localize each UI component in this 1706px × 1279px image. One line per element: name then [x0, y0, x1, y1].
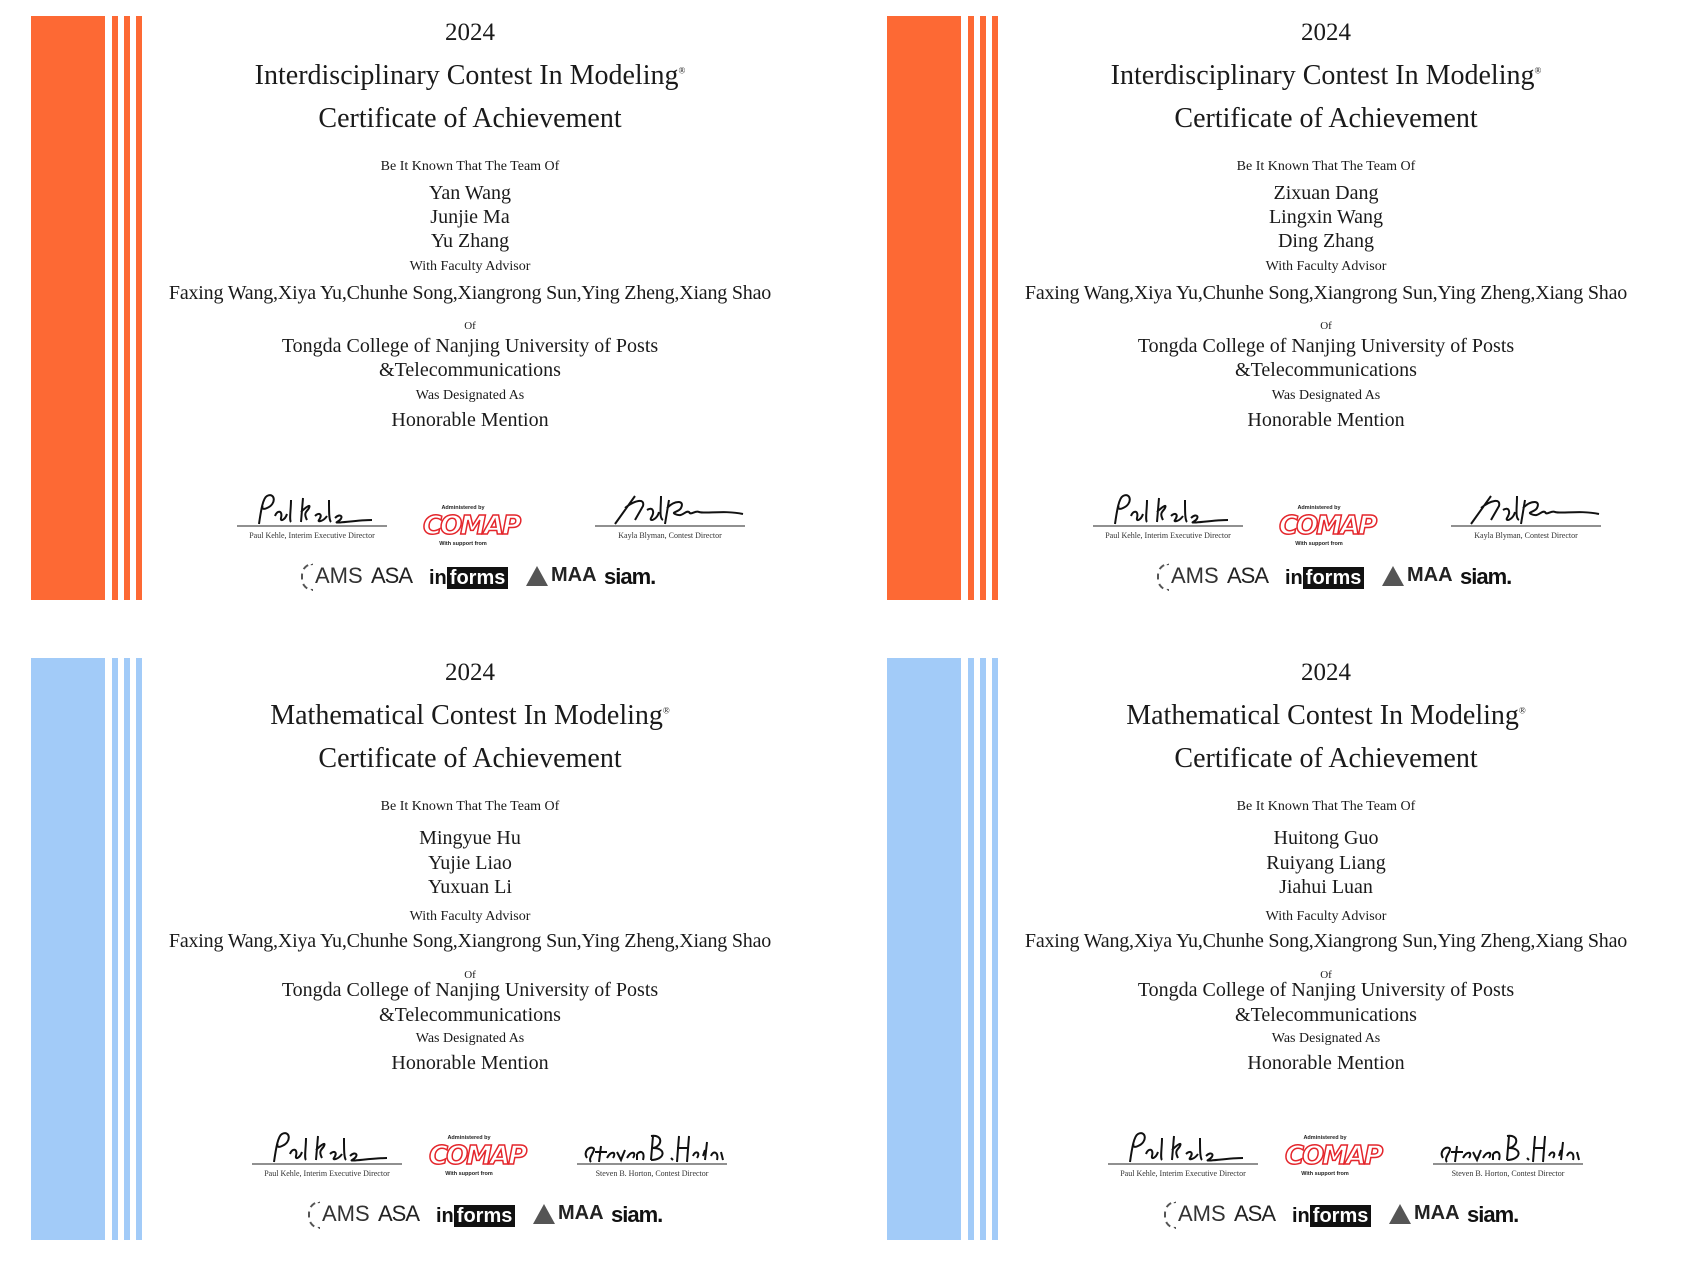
award-name: Honorable Mention	[391, 1052, 549, 1074]
designated-label: Was Designated As	[1271, 1031, 1381, 1046]
stripe-wide	[31, 658, 105, 1240]
maa-logo: MAA	[1382, 564, 1453, 587]
stripe-wide	[887, 16, 961, 600]
of-label: Of	[1320, 320, 1332, 332]
signature-right-image	[1433, 1128, 1583, 1168]
comap-logo	[429, 1135, 526, 1177]
faculty-advisors: Faxing Wang,Xiya Yu,Chunhe Song,Xiangrong Sun,Ying Zheng,Xiang Shao	[1024, 930, 1628, 952]
ams-logo: AMS	[301, 563, 363, 591]
contest-name-text: Mathematical Contest In Modeling	[270, 700, 663, 731]
signature-left-image	[1108, 1128, 1258, 1168]
team-member: Zixuan Dang	[1273, 182, 1379, 204]
faculty-label: With Faculty Advisor	[1265, 259, 1387, 274]
sponsor-logos	[301, 563, 821, 597]
stripe-thin	[124, 16, 130, 600]
signature-left	[242, 1128, 412, 1188]
signature-left-image	[237, 490, 387, 530]
comap-wordmark: COMAP	[1279, 511, 1376, 541]
team-member: Huitong Guo	[1273, 827, 1379, 849]
institution-line-1: Tongda College of Nanjing University of Posts	[1137, 979, 1515, 1001]
faculty-advisors: Faxing Wang,Xiya Yu,Chunhe Song,Xiangrong Sun,Ying Zheng,Xiang Shao	[1024, 282, 1628, 304]
administered-label: Administered by	[1297, 505, 1341, 511]
team-member: Lingxin Wang	[1268, 206, 1384, 228]
award-name: Honorable Mention	[1247, 409, 1405, 431]
stripe-wide	[31, 16, 105, 600]
asa-logo: ASA	[371, 563, 413, 588]
institution-line-2: &Telecommunications	[1235, 359, 1417, 381]
faculty-label: With Faculty Advisor	[409, 909, 531, 924]
certificate-year: 2024	[445, 659, 495, 686]
support-label: With support from	[1301, 1171, 1349, 1177]
signature-left	[1083, 490, 1253, 550]
award-name: Honorable Mention	[1247, 1052, 1405, 1074]
signature-right	[585, 490, 755, 550]
support-label: With support from	[445, 1171, 493, 1177]
maa-logo: MAA	[533, 1202, 604, 1225]
certificate	[856, 0, 1706, 600]
contest-name-text: Interdisciplinary Contest In Modeling	[254, 60, 679, 91]
designated-label: Was Designated As	[415, 388, 525, 403]
team-intro: Be It Known That The Team Of	[1236, 799, 1416, 814]
signature-left	[1098, 1128, 1268, 1188]
team-intro: Be It Known That The Team Of	[380, 799, 560, 814]
team-member: Yan Wang	[428, 182, 512, 204]
comap-wordmark: COMAP	[1285, 1141, 1382, 1171]
certificate-year: 2024	[445, 19, 495, 46]
team-member: Yu Zhang	[430, 230, 510, 252]
comap-logo	[423, 505, 520, 547]
signature-right-caption: Kayla Blyman, Contest Director	[618, 531, 722, 540]
contest-name	[140, 60, 800, 92]
stripe-wide	[887, 658, 961, 1240]
designated-label: Was Designated As	[1271, 388, 1381, 403]
registered-mark: ®	[662, 705, 670, 716]
contest-name-text: Mathematical Contest In Modeling	[1126, 700, 1519, 731]
signature-left-caption: Paul Kehle, Interim Executive Director	[1120, 1169, 1246, 1178]
team-member: Ruiyang Liang	[1266, 852, 1386, 874]
informs-logo: in forms	[436, 1205, 515, 1228]
signature-right-caption: Steven B. Horton, Contest Director	[595, 1169, 709, 1178]
designated-label: Was Designated As	[415, 1031, 525, 1046]
certificate-title: Certificate of Achievement	[318, 743, 622, 774]
ams-logo: AMS	[1164, 1201, 1226, 1229]
signature-left-caption: Paul Kehle, Interim Executive Director	[264, 1169, 390, 1178]
contest-name	[140, 700, 800, 732]
faculty-advisors: Faxing Wang,Xiya Yu,Chunhe Song,Xiangrong Sun,Ying Zheng,Xiang Shao	[168, 930, 772, 952]
faculty-label: With Faculty Advisor	[1265, 909, 1387, 924]
comap-logo	[1285, 1135, 1382, 1177]
team-intro: Be It Known That The Team Of	[1236, 159, 1416, 174]
maa-logo: MAA	[1389, 1202, 1460, 1225]
siam-logo: siam.	[1460, 564, 1512, 589]
faculty-advisors: Faxing Wang,Xiya Yu,Chunhe Song,Xiangrong Sun,Ying Zheng,Xiang Shao	[168, 282, 772, 304]
certificate-year: 2024	[1301, 659, 1351, 686]
signature-left-caption: Paul Kehle, Interim Executive Director	[249, 531, 375, 540]
institution-line-2: &Telecommunications	[379, 359, 561, 381]
of-label: Of	[464, 320, 476, 332]
team-member: Jiahui Luan	[1279, 876, 1373, 898]
contest-name-text: Interdisciplinary Contest In Modeling	[1110, 60, 1535, 91]
of-label: Of	[464, 969, 476, 981]
registered-mark: ®	[1518, 705, 1526, 716]
team-member: Yujie Liao	[428, 852, 512, 874]
signature-right-image	[595, 490, 745, 530]
institution-line-2: &Telecommunications	[1235, 1004, 1417, 1026]
ams-logo: AMS	[1157, 563, 1219, 591]
signature-left-caption: Paul Kehle, Interim Executive Director	[1105, 531, 1231, 540]
siam-logo: siam.	[611, 1202, 663, 1227]
certificate-title: Certificate of Achievement	[318, 103, 622, 134]
asa-logo: ASA	[1227, 563, 1269, 588]
signature-left-image	[252, 1128, 402, 1168]
institution-line-1: Tongda College of Nanjing University of Posts	[281, 335, 659, 357]
ams-logo: AMS	[308, 1201, 370, 1229]
support-label: With support from	[1295, 541, 1343, 547]
team-intro: Be It Known That The Team Of	[380, 159, 560, 174]
contest-name	[996, 700, 1656, 732]
signature-right-caption: Kayla Blyman, Contest Director	[1474, 531, 1578, 540]
signature-right	[1441, 490, 1611, 550]
administered-label: Administered by	[441, 505, 485, 511]
certificate	[856, 640, 1706, 1240]
certificate-title: Certificate of Achievement	[1174, 103, 1478, 134]
stripe-thin	[112, 658, 118, 1240]
certificate	[0, 0, 850, 600]
of-label: Of	[1320, 969, 1332, 981]
team-member: Junjie Ma	[430, 206, 510, 228]
stripe-thin	[968, 16, 974, 600]
contest-name	[996, 60, 1656, 92]
signature-right-caption: Steven B. Horton, Contest Director	[1451, 1169, 1565, 1178]
informs-logo: in forms	[1285, 567, 1364, 590]
team-member: Ding Zhang	[1277, 230, 1375, 252]
support-label: With support from	[439, 541, 487, 547]
asa-logo: ASA	[1234, 1201, 1276, 1226]
sponsor-logos	[1157, 563, 1677, 597]
informs-logo: in forms	[1292, 1205, 1371, 1228]
institution-line-2: &Telecommunications	[379, 1004, 561, 1026]
informs-logo: in forms	[429, 567, 508, 590]
administered-label: Administered by	[447, 1135, 491, 1141]
signature-right	[1423, 1128, 1593, 1188]
comap-wordmark: COMAP	[429, 1141, 526, 1171]
maa-logo: MAA	[526, 564, 597, 587]
signature-left	[227, 490, 397, 550]
award-name: Honorable Mention	[391, 409, 549, 431]
faculty-label: With Faculty Advisor	[409, 259, 531, 274]
certificate-year: 2024	[1301, 19, 1351, 46]
comap-logo	[1279, 505, 1376, 547]
stripe-thin	[980, 16, 986, 600]
signature-right-image	[1451, 490, 1601, 530]
asa-logo: ASA	[378, 1201, 420, 1226]
comap-wordmark: COMAP	[423, 511, 520, 541]
team-member: Mingyue Hu	[419, 827, 521, 849]
stripe-thin	[968, 658, 974, 1240]
stripe-thin	[112, 16, 118, 600]
sponsor-logos	[308, 1201, 828, 1235]
institution-line-1: Tongda College of Nanjing University of Posts	[1137, 335, 1515, 357]
certificate-title: Certificate of Achievement	[1174, 743, 1478, 774]
siam-logo: siam.	[1467, 1202, 1519, 1227]
signature-right-image	[577, 1128, 727, 1168]
stripe-thin	[124, 658, 130, 1240]
team-member: Yuxuan Li	[428, 876, 512, 898]
registered-mark: ®	[1534, 65, 1542, 76]
institution-line-1: Tongda College of Nanjing University of Posts	[281, 979, 659, 1001]
registered-mark: ®	[678, 65, 686, 76]
stripe-thin	[980, 658, 986, 1240]
administered-label: Administered by	[1303, 1135, 1347, 1141]
signature-left-image	[1093, 490, 1243, 530]
sponsor-logos	[1164, 1201, 1684, 1235]
certificate	[0, 640, 850, 1240]
siam-logo: siam.	[604, 564, 656, 589]
signature-right	[567, 1128, 737, 1188]
